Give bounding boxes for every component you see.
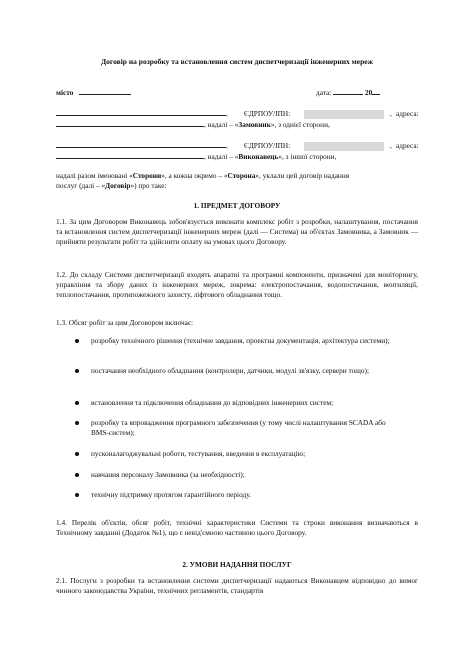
intro-paragraph: надалі разом іменовані «Сторони», а кожна окремо – «Сторона», уклали цей договір надання послуг (далі – «Договір») про таке: [56, 171, 350, 191]
party2-address-label: адреса: [396, 141, 419, 150]
party1-line1: , ЄДРПОУ/ІПН: , адреса: [56, 109, 418, 119]
party1-line2: , надалі – «Замовник», з однієї сторони, [56, 120, 418, 130]
date-label: дата [316, 88, 330, 97]
party2-edrpou-label: ЄДРПОУ/ІПН: [244, 141, 291, 150]
bullet-icon [75, 421, 79, 425]
party1-edrpou-label: ЄДРПОУ/ІПН: [244, 109, 291, 118]
place-blank[interactable] [79, 94, 131, 95]
date-blank[interactable] [333, 94, 363, 95]
party2-address-blank[interactable] [56, 158, 204, 159]
party1-role: Замовник [238, 120, 271, 129]
date-group: дата: 20 [316, 88, 380, 98]
section-1-heading: 1. ПРЕДМЕТ ДОГОВОРУ [193, 201, 281, 210]
document-title: Договір на розробку та встановлення систем диспетчеризації інженерних мереж [100, 57, 374, 66]
party2-line2: , надалі – «Виконавець», з іншої сторони, [56, 152, 418, 162]
party1-address-blank[interactable] [56, 126, 204, 127]
place-date-line [56, 88, 418, 98]
party1-name-blank[interactable] [56, 115, 226, 116]
bullet-icon [75, 493, 79, 497]
section-2-heading: 2. УМОВИ НАДАННЯ ПОСЛУГ [182, 560, 292, 569]
bullet-icon [75, 369, 79, 373]
party2-line1: , ЄДРПОУ/ІПН: , адреса: [56, 141, 418, 151]
party2-role: Виконавець [238, 152, 279, 161]
bullet-icon [75, 401, 79, 405]
party1-edrpou-field[interactable] [304, 110, 384, 119]
party2-edrpou-field[interactable] [304, 142, 384, 151]
place-label: місто [56, 88, 74, 97]
bullet-icon [75, 473, 79, 477]
paragraph-2-1: 2.1. Послуги з розробки та встановлення системи диспетчеризації надаються Виконавцем відповідно до вимог чинного законодавства України, технічних регламентів, стандартів [56, 576, 418, 596]
paragraph-1-4: 1.4. Перелік об'єктів, обсяг робіт, технічні характеристики Системи та строки виконання визначаються в Технічному завданні (Додаток №1), що є невід'ємною частиною цього Договору. [56, 518, 418, 538]
bullet-icon [75, 339, 79, 343]
party1-address-label: адреса: [396, 109, 419, 118]
paragraph-1-1: 1.1. За цим Договором Виконавець зобов'язується виконати комплекс робіт з розробки, налаштування, постачання та встановлення систем диспетчеризації інженерних мереж (далі — Система) на об'єктах Замовника, а Замовник — прийняти результати робіт та здійснити оплату на умовах цього Договору. [56, 217, 418, 247]
paragraph-1-3: 1.3. Обсяг робіт за цим Договором включає: [56, 318, 194, 327]
party2-name-blank[interactable] [56, 147, 226, 148]
paragraph-1-2: 1.2. До складу Системи диспетчеризації входять апаратні та програмні компоненти, призначені для моніторингу, управління та збору даних із інженерних мереж, зокрема: електропостачання, водопостачання, вентиляції, теплопостачання, протипожежного захисту, ліфтового обладнання тощо. [56, 270, 418, 300]
year-prefix: 20 [364, 88, 373, 97]
bullet-icon [75, 452, 79, 456]
year-blank[interactable] [372, 94, 380, 95]
